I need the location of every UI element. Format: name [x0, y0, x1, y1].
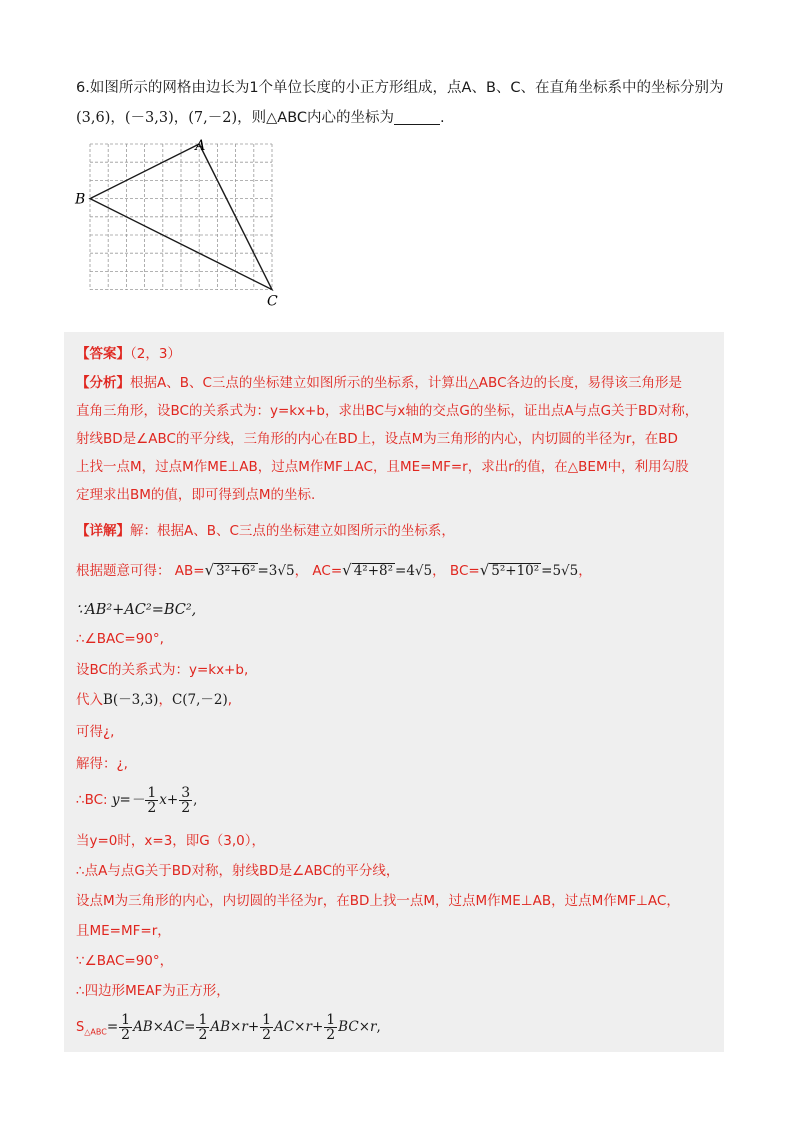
- area-line: $S_{\triangle ABC}=$ $\frac{1}{2}$ AB×AC= $\frac{1}{2}$ AB×r+ $\frac{1}{2}$ AC×r+ $\frac{1}{2}$ BC×r,: [76, 1011, 381, 1043]
- set-m-line-2: 且ME=MF=r，: [76, 923, 171, 939]
- question-end: .: [440, 110, 445, 126]
- sub-prefix: 代入: [76, 692, 103, 708]
- question-line-2: [76, 108, 445, 128]
- sub-b: B(－3,3): [103, 692, 159, 708]
- answer-blank: [394, 110, 440, 125]
- sub-c: C(7,－2): [171, 692, 228, 708]
- substitute-line: [76, 690, 232, 710]
- analysis-line-4: 上找一点M，过点M作ME⊥AB，过点M作MF⊥AC，且ME=MF=r，求出r的值，在△BEM中，利用勾股: [76, 459, 689, 475]
- pythagoras-line: ∵AB²+AC²=BC²,: [76, 602, 197, 618]
- get-line: 可得¿,: [76, 724, 115, 740]
- analysis-line-5: 定理求出BM的值，即可得到点M的坐标.: [76, 487, 316, 503]
- solve-line: 解得：¿,: [76, 756, 128, 772]
- lengths-intro: 根据题意可得：: [76, 563, 171, 579]
- bc-result: =5√5: [541, 563, 579, 579]
- question-suffix: ，则△ABC内心的坐标为: [237, 110, 395, 126]
- ab-label: AB=: [174, 563, 205, 579]
- answer-line: [76, 344, 181, 364]
- ac-label: AC=: [312, 563, 343, 579]
- y-zero-line: 当y=0时，x=3，即G（3,0），: [76, 833, 265, 849]
- area-label: S: [76, 1020, 85, 1035]
- label-a: A: [195, 138, 206, 154]
- question-coords: (3,6)，(－3,3)，(7,－2): [76, 110, 238, 126]
- label-c: C: [267, 293, 278, 310]
- answer-tag: 【答案】: [76, 346, 130, 362]
- bc-label: BC=: [449, 563, 480, 579]
- detail-intro: 解：根据A、B、C三点的坐标建立如图所示的坐标系，: [130, 523, 455, 539]
- analysis-text: 根据A、B、C三点的坐标建立如图所示的坐标系，计算出△ABC各边的长度，易得该三角形是: [130, 375, 682, 391]
- detail-line: [76, 521, 455, 541]
- sub-end: ,: [227, 692, 233, 708]
- ab-radicand: 3²+6²: [216, 563, 256, 579]
- bc-equation-line: ∴BC: y=－ $\frac{1}{2}$ x+ $\frac{3}{2}$ ,: [76, 784, 198, 816]
- triangle-grid-figure: [70, 136, 290, 318]
- analysis-line-3: 射线BD是∠ABC的平分线，三角形的内心在BD上，设点M为三角形的内心，内切圆的半径为r，在BD: [76, 431, 678, 447]
- analysis-line-2: 直角三角形，设BC的关系式为：y=kx+b，求出BC与x轴的交点G的坐标，证出点A与点G关于BD对称，: [76, 403, 699, 419]
- analysis-tag: 【分析】: [76, 375, 130, 391]
- detail-tag: 【详解】: [76, 523, 130, 539]
- question-line-1: [76, 78, 724, 98]
- answer-section: [64, 332, 724, 1052]
- ab-result: =3√5: [257, 563, 295, 579]
- answer-value: （2，3）: [130, 346, 181, 362]
- question-text: 6.如图所示的网格由边长为1个单位长度的小正方形组成，点A、B、C、在直角坐标系中的坐标分别为: [76, 80, 724, 96]
- angle-line: ∴∠BAC=90°,: [76, 631, 164, 647]
- symmetry-line: ∴点A与点G关于BD对称，射线BD是∠ABC的平分线，: [76, 863, 400, 879]
- area-sub: △ABC: [84, 1027, 107, 1037]
- ac-radicand: 4²+8²: [353, 563, 394, 579]
- ac-result: =4√5: [395, 563, 433, 579]
- lengths-line: 根据题意可得： AB=√ 3²+6² =3√5， AC=√ 4²+8² =4√5， BC=√ 5²+10² =5√5，: [76, 561, 592, 579]
- square-line: ∴四边形MEAF为正方形，: [76, 983, 230, 999]
- grid: [90, 144, 272, 290]
- analysis-line-1: [76, 373, 682, 393]
- sub-sep: ，: [158, 692, 172, 708]
- angle-line-2: ∵∠BAC=90°，: [76, 953, 174, 969]
- set-bc-line: 设BC的关系式为：y=kx+b,: [76, 662, 249, 678]
- label-b: B: [75, 191, 86, 208]
- set-m-line-1: 设点M为三角形的内心，内切圆的半径为r，在BD上找一点M，过点M作ME⊥AB，过点M作MF⊥AC，: [76, 893, 680, 909]
- bc-eq: y=－: [111, 792, 145, 808]
- bc-eq-prefix: ∴BC:: [76, 792, 108, 808]
- bc-radicand: 5²+10²: [491, 563, 540, 579]
